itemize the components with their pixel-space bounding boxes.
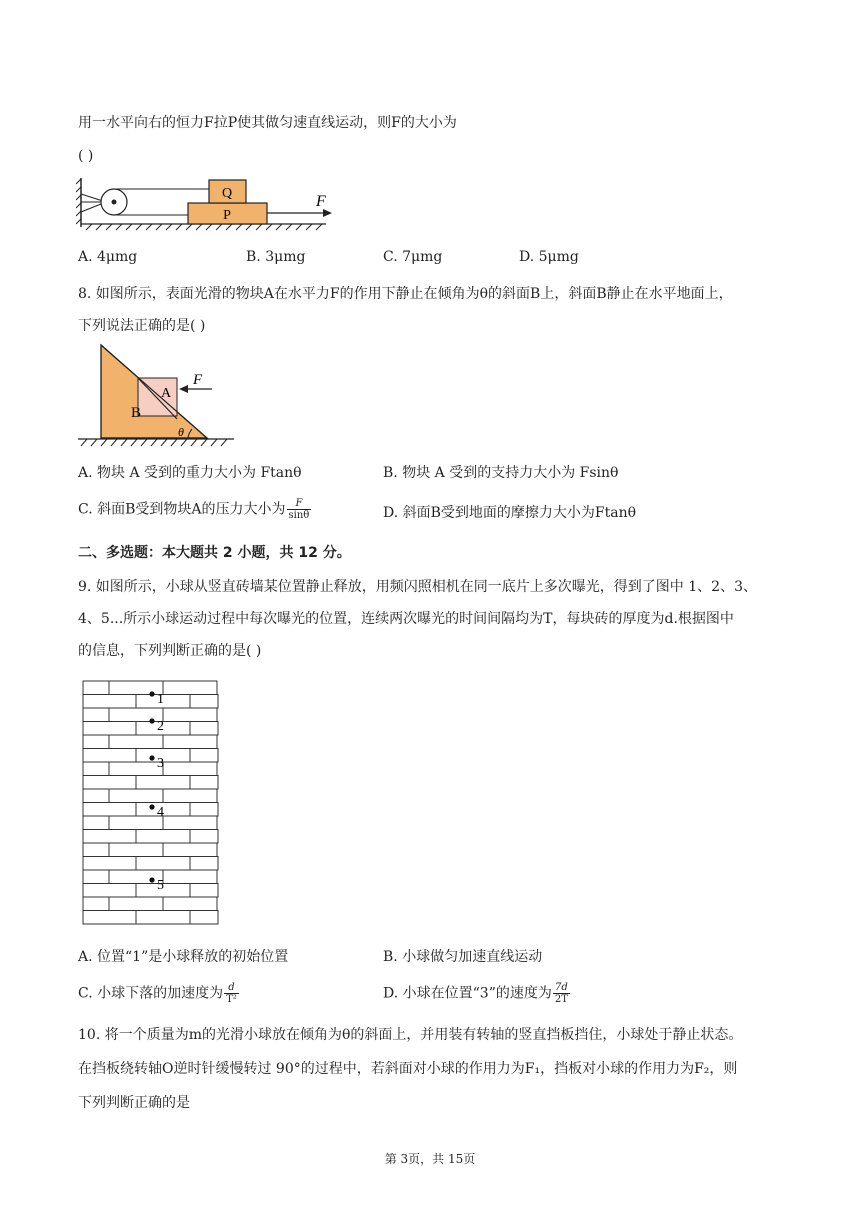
brick xyxy=(163,762,217,776)
q9-brick-wall xyxy=(82,680,220,926)
brick xyxy=(109,735,163,749)
ball-position-2 xyxy=(149,718,154,723)
q7-option-d: D. 5μmg xyxy=(519,249,579,265)
brick xyxy=(190,830,218,844)
brick xyxy=(83,816,109,830)
brick xyxy=(136,857,190,871)
q10-line2: 在挡板绕转轴O逆时针缓慢转过 90°的过程中，若斜面对小球的作用力为F₁，挡板对小球的作用力为F₂，则 xyxy=(78,1061,738,1077)
label-b: B xyxy=(131,405,142,421)
q7-option-c: C. 7μmg xyxy=(383,249,443,265)
brick xyxy=(83,884,136,898)
brick xyxy=(136,776,190,790)
brick xyxy=(190,911,218,925)
ball-label-1: 1 xyxy=(157,692,164,707)
brick xyxy=(83,830,136,844)
brick xyxy=(136,830,190,844)
brick xyxy=(109,708,163,722)
brick xyxy=(83,870,109,884)
q8-option-c-fraction: $\frac{F}{\sin\theta}$ xyxy=(288,498,310,521)
brick xyxy=(190,695,218,709)
brick xyxy=(109,870,163,884)
q8-option-c-text: C. 斜面B受到物块A的压力大小为 xyxy=(78,501,286,518)
q8-option-d: D. 斜面B受到地面的摩擦力大小为Ftanθ xyxy=(383,505,637,521)
brick xyxy=(190,722,218,736)
label-f: F xyxy=(193,372,203,388)
ball-label-4: 4 xyxy=(157,805,164,820)
brick xyxy=(109,789,163,803)
brick xyxy=(83,897,109,911)
brick xyxy=(83,735,109,749)
page-footer: 第 3页，共 15页 xyxy=(384,1152,476,1166)
label-f: F xyxy=(316,193,326,210)
brick xyxy=(83,681,109,695)
brick xyxy=(83,911,136,925)
q9-line2: 4、5...所示小球运动过程中每次曝光的位置，连续两次曝光的时间间隔均为T，每块砖的厚度为d.根据图中 xyxy=(78,611,734,627)
q8-option-a: A. 物块 A 受到的重力大小为 Ftanθ xyxy=(78,465,302,481)
brick xyxy=(163,789,217,803)
ball-label-2: 2 xyxy=(157,719,164,734)
q7-stem: 用一水平向右的恒力F拉P使其做匀速直线运动，则F的大小为 xyxy=(78,115,457,131)
brick xyxy=(163,735,217,749)
q8-line1: 8. 如图所示，表面光滑的物块A在水平力F的作用下静止在倾角为θ的斜面B上，斜面B静止在水平地面上， xyxy=(78,286,733,302)
label-p: P xyxy=(223,208,231,223)
ball-label-3: 3 xyxy=(157,756,164,771)
q8-line2: 下列说法正确的是( ) xyxy=(78,318,206,334)
label-theta: θ xyxy=(178,425,184,439)
q7-paren: ( ) xyxy=(78,148,94,164)
brick xyxy=(163,708,217,722)
brick xyxy=(109,816,163,830)
q7-option-a: A. 4μmg xyxy=(78,249,138,265)
brick xyxy=(83,722,136,736)
brick xyxy=(190,857,218,871)
q9-option-d-fraction: $\frac{7d}{2T}$ xyxy=(554,982,568,1005)
q9-option-d xyxy=(383,982,571,1005)
brick xyxy=(83,762,109,776)
q7-figure xyxy=(76,172,340,238)
brick xyxy=(109,843,163,857)
brick xyxy=(190,803,218,817)
brick xyxy=(83,857,136,871)
brick xyxy=(83,695,136,709)
brick xyxy=(83,803,136,817)
brick xyxy=(190,776,218,790)
section-heading: 二、多选题：本大题共 2 小题，共 12 分。 xyxy=(78,545,351,561)
q9-option-c xyxy=(78,982,240,1005)
ball-position-3 xyxy=(149,755,154,760)
q9-line3: 的信息，下列判断正确的是( ) xyxy=(78,643,262,659)
brick xyxy=(83,749,136,763)
q7-option-b: B. 3μmg xyxy=(246,249,306,265)
q8-figure xyxy=(76,342,236,450)
ball-position-5 xyxy=(149,877,154,882)
brick xyxy=(136,911,190,925)
brick xyxy=(163,870,217,884)
q10-line3: 下列判断正确的是 xyxy=(78,1095,190,1111)
brick xyxy=(109,681,163,695)
brick xyxy=(190,749,218,763)
q9-option-b: B. 小球做匀加速直线运动 xyxy=(383,949,543,965)
brick xyxy=(83,843,109,857)
q9-option-a: A. 位置“1”是小球释放的初始位置 xyxy=(78,949,289,965)
ball-position-4 xyxy=(149,804,154,809)
brick xyxy=(83,708,109,722)
brick xyxy=(83,776,136,790)
q8-option-c xyxy=(78,498,312,521)
q9-option-d-text: D. 小球在位置“3”的速度为 xyxy=(383,985,552,1002)
q9-option-c-fraction: $\frac{d}{\text{T²}}$ xyxy=(226,982,237,1005)
brick xyxy=(109,897,163,911)
brick xyxy=(163,897,217,911)
brick xyxy=(163,681,217,695)
q9-line1: 9. 如图所示，小球从竖直砖墙某位置静止释放，用频闪照相机在同一底片上多次曝光，得到了图中 1、2、3、 xyxy=(78,579,757,595)
q9-option-c-text: C. 小球下落的加速度为 xyxy=(78,985,224,1002)
q8-option-b: B. 物块 A 受到的支持力大小为 Fsinθ xyxy=(383,465,619,481)
brick xyxy=(190,884,218,898)
brick xyxy=(83,789,109,803)
ball-position-1 xyxy=(149,691,154,696)
label-a: A xyxy=(161,386,172,401)
ball-label-5: 5 xyxy=(157,878,164,893)
brick xyxy=(163,816,217,830)
brick xyxy=(163,843,217,857)
label-q: Q xyxy=(221,186,233,201)
q10-line1: 10. 将一个质量为m的光滑小球放在倾角为θ的斜面上，并用装有转轴的竖直挡板挡住，小球处于静止状态。 xyxy=(78,1027,743,1043)
brick xyxy=(109,762,163,776)
